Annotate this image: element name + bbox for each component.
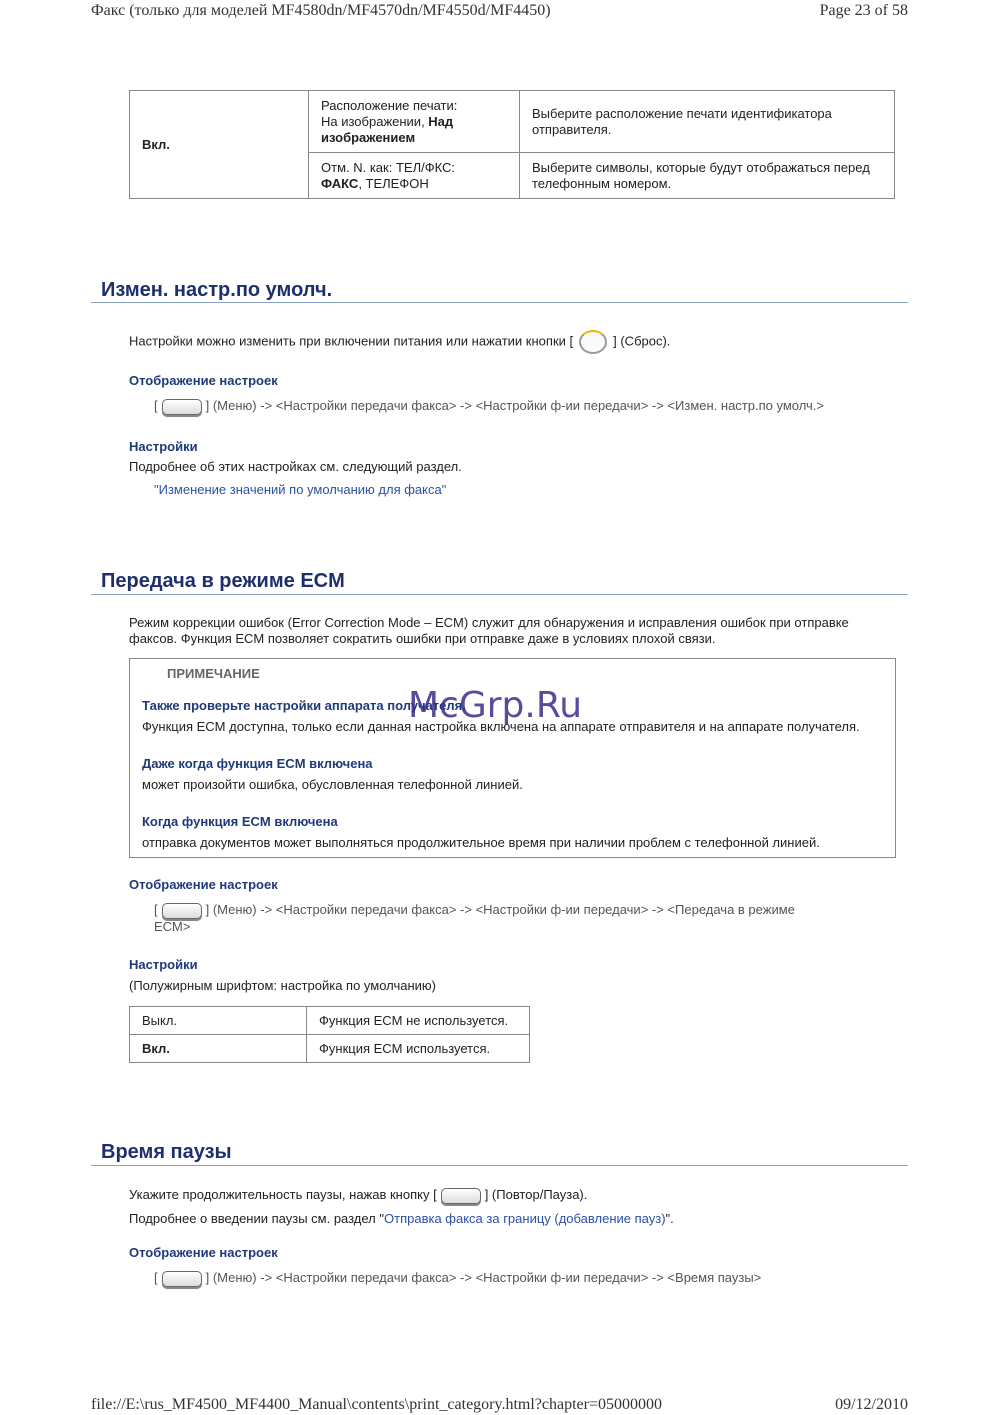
menu-key-icon bbox=[162, 903, 202, 919]
footer-file-path: file://E:\rus_MF4500_MF4400_Manual\contents\print_category.html?chapter=05000000 bbox=[91, 1396, 663, 1413]
cell-text: , ТЕЛЕФОН bbox=[358, 175, 429, 191]
ecm-intro-line1: Режим коррекции ошибок (Error Correction Mode – ECM) служит для обнаружения и исправления ошибок при отправке bbox=[129, 615, 849, 630]
note-text-2: может произойти ошибка, обусловленная телефонной линией. bbox=[142, 777, 523, 792]
display-settings-heading: Отображение настроек bbox=[129, 373, 278, 388]
path-text: ] (Меню) -> <Настройки передачи факса> -> <Настройки ф-ии передачи> -> <Передача в режиме bbox=[205, 902, 795, 917]
display-settings-heading: Отображение настроек bbox=[129, 877, 278, 892]
desc-cell: Функция ECM используется. bbox=[307, 1035, 530, 1063]
menu-path bbox=[154, 902, 795, 919]
default-values-link[interactable]: "Изменение значений по умолчанию для факса" bbox=[154, 482, 447, 497]
cell-text-bold: изображением bbox=[321, 129, 416, 145]
note-text-1: Функция ECM доступна, только если данная настройка включена на аппарате отправителя и на аппарате получателя. bbox=[142, 719, 860, 734]
ecm-options-table bbox=[129, 1006, 530, 1063]
table-cell-on: Вкл. bbox=[130, 91, 309, 199]
intro-text: Настройки можно изменить при включении питания или нажатии кнопки [ bbox=[129, 333, 574, 349]
section-divider bbox=[91, 594, 908, 595]
path-text: [ bbox=[154, 902, 158, 917]
path-text: ] (Меню) -> <Настройки передачи факса> -> <Настройки ф-ии передачи> -> <Измен. настр.по умолч.> bbox=[205, 398, 824, 413]
section-title-pause-time: Время паузы bbox=[101, 1141, 232, 1163]
page-number: Page 23 of 58 bbox=[819, 2, 908, 19]
path-text: [ bbox=[154, 1270, 158, 1285]
ecm-intro-line2: факсов. Функция ECM позволяет сократить ошибки при отправке даже в условиях плохой связи. bbox=[129, 631, 716, 646]
table-cell-number-mark bbox=[309, 153, 520, 199]
note-label: ПРИМЕЧАНИЕ bbox=[167, 666, 260, 681]
table-cell-desc: Выберите символы, которые будут отображаться перед телефонным номером. bbox=[520, 153, 895, 199]
cell-text: Расположение печати: bbox=[321, 97, 458, 113]
path-text: ] (Меню) -> <Настройки передачи факса> -> <Настройки ф-ии передачи> -> <Время паузы> bbox=[205, 1270, 762, 1285]
note-heading-3: Когда функция ECM включена bbox=[142, 814, 338, 829]
option-cell: Вкл. bbox=[130, 1035, 307, 1063]
pause-reference bbox=[129, 1211, 674, 1226]
section1-intro bbox=[129, 330, 670, 354]
redial-pause-key-icon bbox=[441, 1188, 481, 1204]
page-header-title: Факс (только для моделей MF4580dn/MF4570dn/MF4550d/MF4450) bbox=[91, 2, 551, 19]
ref-text: ". bbox=[665, 1211, 674, 1226]
menu-path-cont: ECM> bbox=[154, 919, 191, 934]
settings-table-top bbox=[129, 90, 895, 199]
settings-heading: Настройки bbox=[129, 439, 198, 454]
overseas-fax-link[interactable]: Отправка факса за границу (добавление пауз) bbox=[384, 1211, 666, 1226]
note-text-3: отправка документов может выполняться продолжительное время при наличии проблем с телефонной линией. bbox=[142, 835, 820, 850]
settings-text: (Полужирным шрифтом: настройка по умолчанию) bbox=[129, 978, 436, 993]
section-divider bbox=[91, 1165, 908, 1166]
settings-heading: Настройки bbox=[129, 957, 198, 972]
option-cell: Выкл. bbox=[130, 1007, 307, 1035]
table-cell-desc: Выберите расположение печати идентификатора отправителя. bbox=[520, 91, 895, 153]
intro-text: Укажите продолжительность паузы, нажав кнопку [ bbox=[129, 1187, 437, 1202]
path-text: [ bbox=[154, 398, 158, 413]
intro-text: ] (Повтор/Пауза). bbox=[484, 1187, 588, 1202]
menu-path bbox=[154, 1270, 761, 1287]
cell-text-bold: Над bbox=[428, 113, 454, 129]
table-cell-print-location bbox=[309, 91, 520, 153]
reset-key-icon bbox=[579, 330, 607, 354]
table-row bbox=[130, 1035, 530, 1063]
display-settings-heading: Отображение настроек bbox=[129, 1245, 278, 1260]
table-row bbox=[130, 1007, 530, 1035]
footer-date: 09/12/2010 bbox=[835, 1396, 908, 1413]
menu-path bbox=[154, 398, 824, 415]
desc-cell: Функция ECM не используется. bbox=[307, 1007, 530, 1035]
note-heading-1: Также проверьте настройки аппарата получателя. bbox=[142, 698, 466, 713]
note-heading-2: Даже когда функция ECM включена bbox=[142, 756, 373, 771]
cell-text-bold: ФАКС bbox=[321, 175, 359, 191]
menu-key-icon bbox=[162, 1271, 202, 1287]
watermark: McGrp.Ru bbox=[408, 685, 583, 726]
section-title-ecm: Передача в режиме ECM bbox=[101, 570, 345, 592]
cell-text: Отм. N. как: ТЕЛ/ФКС: bbox=[321, 159, 456, 175]
section-title-default-settings: Измен. настр.по умолч. bbox=[101, 279, 333, 301]
ref-text: Подробнее о введении паузы см. раздел " bbox=[129, 1211, 384, 1226]
settings-text: Подробнее об этих настройках см. следующий раздел. bbox=[129, 459, 462, 474]
pause-intro bbox=[129, 1187, 587, 1204]
intro-text: ] (Сброс). bbox=[613, 333, 671, 349]
cell-text: На изображении, bbox=[321, 113, 429, 129]
section-divider bbox=[91, 302, 908, 303]
menu-key-icon bbox=[162, 399, 202, 415]
